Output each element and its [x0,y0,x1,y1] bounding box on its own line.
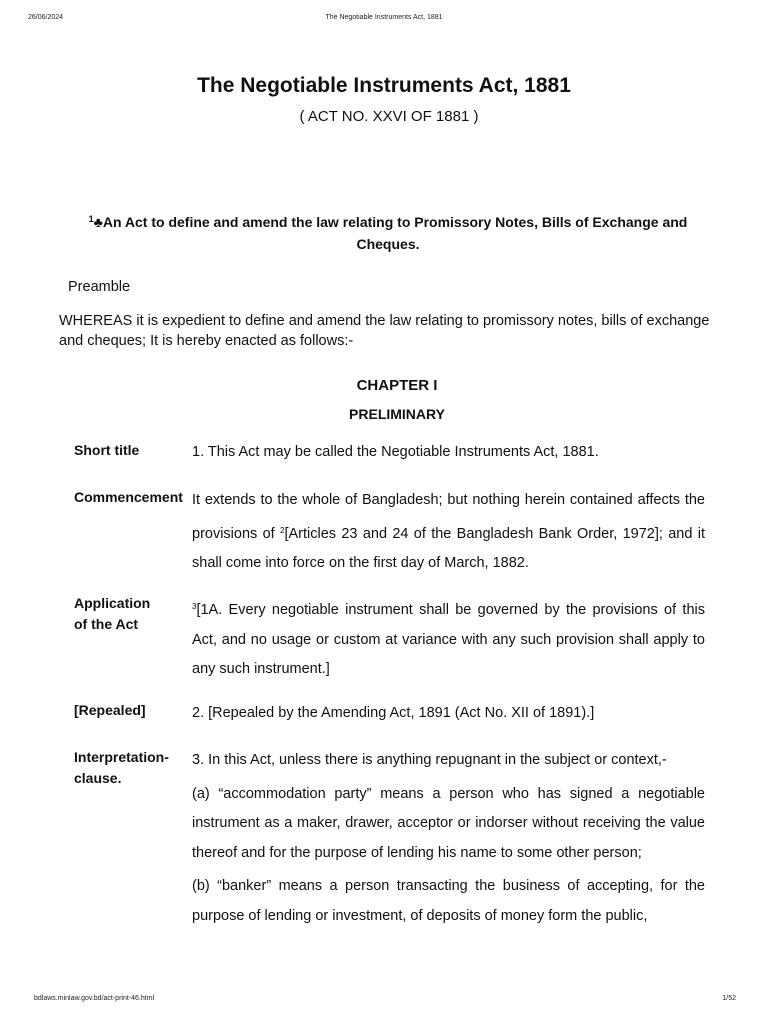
section-text-application [192,592,705,685]
act-number: ( ACT NO. XXVI OF 1881 ) [299,108,479,125]
long-title-text: An Act to define and amend the law relating to Promissory Notes, Bills of Exchange and Cheques. [102,214,688,252]
section-text-interpretation [192,746,705,931]
section-label-commencement: Commencement [74,489,183,505]
page-title: The Negotiable Instruments Act, 1881 [197,74,571,97]
print-header [0,14,768,28]
print-date: 26/06/2024 [28,14,64,21]
preamble-label: Preamble [68,279,131,295]
print-doc-title: The Negotiable Instruments Act, 1881 [325,14,443,21]
section-paragraph: It extends to the whole of Bangladesh; but nothing herein contained affects the provisions of $^2$[Articles 23 and 24 of the Bangladesh Bank Order, 1972]; and it shall come into force on the first day of March, 1882. [192,492,705,571]
page-url[interactable]: bdlaws.minlaw.gov.bd/act-print-46.html [34,995,155,1002]
section-paragraph: 1. This Act may be called the Negotiable Instruments Act, 1881. [192,444,599,460]
preamble-text: WHEREAS it is expedient to define and amend the law relating to promissory notes, bills of exchange and cheques; It is hereby enacted as follows:- [59,313,710,349]
footnote-marker[interactable]: 3 [192,602,197,611]
section-text-repealed [192,699,705,729]
section-paragraph: 2. [Repealed by the Amending Act, 1891 (Act No. XII of 1891).] [192,705,595,721]
section-text-commencement [192,486,705,579]
footnote-marker[interactable]: 2 [280,525,285,535]
chapter-heading: CHAPTER I [356,377,438,394]
footnote-marker[interactable]: 1 [88,214,94,224]
section-label-interpretation: Interpretation- clause. [74,749,169,786]
clause-b: (b) “banker” means a person transacting the business of accepting, for the purpose of lending or investment, of deposits of money form the public, [192,878,705,924]
section-paragraph: $^3$[1A. Every negotiable instrument shall be governed by the provisions of this Act, and no usage or custom at variance with any such provision shall apply to any such instrument.] [192,602,705,677]
print-footer [0,995,768,1009]
section-text-short-title [192,438,705,468]
section-label-application: Application of the Act [74,595,151,632]
section-label-repealed: [Repealed] [74,702,146,718]
club-symbol-icon: ♣ [93,214,103,230]
clause-a: (a) “accommodation party” means a person who has signed a negotiable instrument as a maker, drawer, acceptor or indorser without receiving the value thereof and for the purpose of lending his name to some other person; [192,785,705,861]
section-paragraph: 3. In this Act, unless there is anything repugnant in the subject or context,- [192,752,667,768]
chapter-name: PRELIMINARY [349,406,445,422]
page-number: 1/52 [722,995,736,1002]
long-title [68,208,708,255]
section-label-short-title: Short title [74,442,140,458]
